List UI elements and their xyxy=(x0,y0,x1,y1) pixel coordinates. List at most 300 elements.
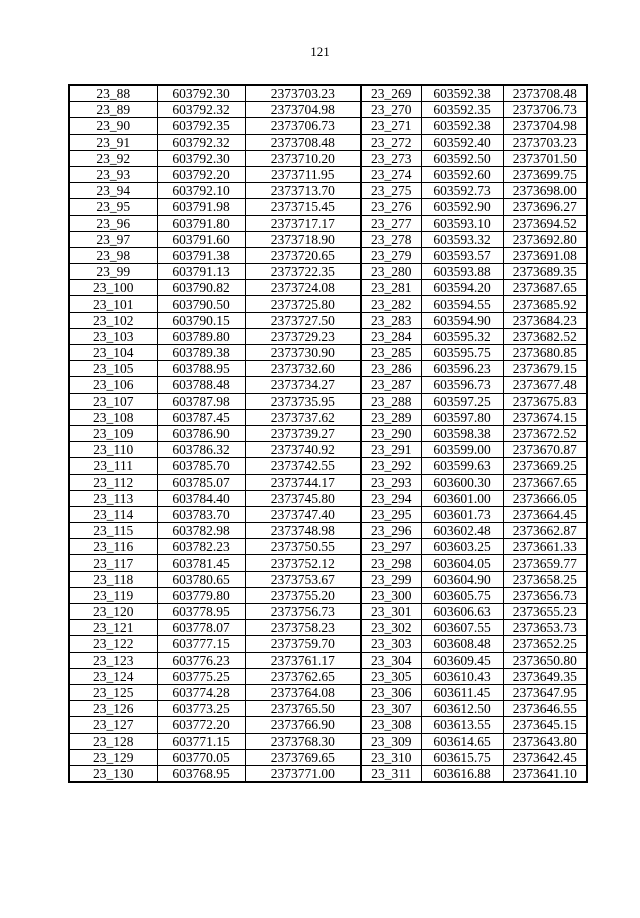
table-row xyxy=(69,458,587,474)
point-id-left-cell: 23_96 xyxy=(69,215,157,231)
point-id-left-cell: 23_103 xyxy=(69,328,157,344)
x-coord-left-cell: 603792.20 xyxy=(157,166,245,182)
point-id-left-cell: 23_94 xyxy=(69,183,157,199)
x-coord-left-cell: 603790.50 xyxy=(157,296,245,312)
y-coord-left-cell: 2373759.70 xyxy=(245,636,361,652)
table-row xyxy=(69,425,587,441)
y-coord-right-cell: 2373658.25 xyxy=(503,571,587,587)
y-coord-right-cell: 2373666.05 xyxy=(503,490,587,506)
point-id-right-cell: 23_273 xyxy=(361,150,421,166)
y-coord-right-cell: 2373692.80 xyxy=(503,231,587,247)
table-row xyxy=(69,280,587,296)
point-id-left-cell: 23_114 xyxy=(69,506,157,522)
table-row xyxy=(69,102,587,118)
y-coord-left-cell: 2373724.08 xyxy=(245,280,361,296)
point-id-right-cell: 23_298 xyxy=(361,555,421,571)
point-id-right-cell: 23_311 xyxy=(361,765,421,782)
x-coord-left-cell: 603785.07 xyxy=(157,474,245,490)
point-id-left-cell: 23_97 xyxy=(69,231,157,247)
table-row xyxy=(69,701,587,717)
x-coord-left-cell: 603792.30 xyxy=(157,150,245,166)
table-row xyxy=(69,361,587,377)
x-coord-right-cell: 603596.23 xyxy=(421,361,503,377)
x-coord-right-cell: 603592.90 xyxy=(421,199,503,215)
y-coord-left-cell: 2373764.08 xyxy=(245,684,361,700)
x-coord-left-cell: 603774.28 xyxy=(157,684,245,700)
table-row xyxy=(69,199,587,215)
y-coord-left-cell: 2373711.95 xyxy=(245,166,361,182)
point-id-right-cell: 23_294 xyxy=(361,490,421,506)
point-id-right-cell: 23_282 xyxy=(361,296,421,312)
x-coord-right-cell: 603597.25 xyxy=(421,393,503,409)
x-coord-right-cell: 603592.38 xyxy=(421,85,503,102)
y-coord-left-cell: 2373742.55 xyxy=(245,458,361,474)
y-coord-left-cell: 2373725.80 xyxy=(245,296,361,312)
x-coord-left-cell: 603791.60 xyxy=(157,231,245,247)
x-coord-right-cell: 603593.88 xyxy=(421,264,503,280)
point-id-right-cell: 23_299 xyxy=(361,571,421,587)
point-id-right-cell: 23_309 xyxy=(361,733,421,749)
y-coord-right-cell: 2373674.15 xyxy=(503,409,587,425)
table-row xyxy=(69,555,587,571)
x-coord-left-cell: 603776.23 xyxy=(157,652,245,668)
point-id-left-cell: 23_99 xyxy=(69,264,157,280)
x-coord-right-cell: 603601.73 xyxy=(421,506,503,522)
table-row xyxy=(69,620,587,636)
table-row xyxy=(69,604,587,620)
x-coord-right-cell: 603607.55 xyxy=(421,620,503,636)
table-row xyxy=(69,377,587,393)
point-id-left-cell: 23_92 xyxy=(69,150,157,166)
y-coord-left-cell: 2373729.23 xyxy=(245,328,361,344)
y-coord-left-cell: 2373713.70 xyxy=(245,183,361,199)
x-coord-left-cell: 603792.10 xyxy=(157,183,245,199)
point-id-left-cell: 23_119 xyxy=(69,587,157,603)
y-coord-right-cell: 2373675.83 xyxy=(503,393,587,409)
table-row xyxy=(69,296,587,312)
y-coord-right-cell: 2373703.23 xyxy=(503,134,587,150)
point-id-left-cell: 23_104 xyxy=(69,345,157,361)
y-coord-right-cell: 2373647.95 xyxy=(503,684,587,700)
y-coord-right-cell: 2373646.55 xyxy=(503,701,587,717)
point-id-left-cell: 23_98 xyxy=(69,247,157,263)
y-coord-right-cell: 2373682.52 xyxy=(503,328,587,344)
point-id-right-cell: 23_271 xyxy=(361,118,421,134)
x-coord-right-cell: 603596.73 xyxy=(421,377,503,393)
table-row xyxy=(69,328,587,344)
y-coord-right-cell: 2373694.52 xyxy=(503,215,587,231)
table-row xyxy=(69,668,587,684)
y-coord-right-cell: 2373696.27 xyxy=(503,199,587,215)
x-coord-left-cell: 603784.40 xyxy=(157,490,245,506)
x-coord-left-cell: 603790.15 xyxy=(157,312,245,328)
point-id-left-cell: 23_91 xyxy=(69,134,157,150)
x-coord-right-cell: 603594.55 xyxy=(421,296,503,312)
x-coord-left-cell: 603778.07 xyxy=(157,620,245,636)
table-row xyxy=(69,231,587,247)
point-id-left-cell: 23_125 xyxy=(69,684,157,700)
table-row xyxy=(69,523,587,539)
coordinates-table-body xyxy=(69,85,587,782)
x-coord-left-cell: 603786.90 xyxy=(157,425,245,441)
y-coord-right-cell: 2373687.65 xyxy=(503,280,587,296)
x-coord-left-cell: 603771.15 xyxy=(157,733,245,749)
point-id-left-cell: 23_129 xyxy=(69,749,157,765)
y-coord-right-cell: 2373649.35 xyxy=(503,668,587,684)
y-coord-right-cell: 2373689.35 xyxy=(503,264,587,280)
y-coord-left-cell: 2373768.30 xyxy=(245,733,361,749)
point-id-left-cell: 23_113 xyxy=(69,490,157,506)
table-row xyxy=(69,166,587,182)
y-coord-left-cell: 2373758.23 xyxy=(245,620,361,636)
y-coord-right-cell: 2373650.80 xyxy=(503,652,587,668)
y-coord-left-cell: 2373715.45 xyxy=(245,199,361,215)
y-coord-right-cell: 2373669.25 xyxy=(503,458,587,474)
x-coord-left-cell: 603782.98 xyxy=(157,523,245,539)
table-row xyxy=(69,85,587,102)
table-row xyxy=(69,183,587,199)
table-row xyxy=(69,733,587,749)
table-row xyxy=(69,571,587,587)
table-row xyxy=(69,765,587,782)
x-coord-left-cell: 603783.70 xyxy=(157,506,245,522)
x-coord-left-cell: 603775.25 xyxy=(157,668,245,684)
point-id-right-cell: 23_284 xyxy=(361,328,421,344)
x-coord-right-cell: 603592.38 xyxy=(421,118,503,134)
point-id-left-cell: 23_110 xyxy=(69,442,157,458)
x-coord-left-cell: 603772.20 xyxy=(157,717,245,733)
x-coord-right-cell: 603592.40 xyxy=(421,134,503,150)
point-id-right-cell: 23_280 xyxy=(361,264,421,280)
y-coord-right-cell: 2373685.92 xyxy=(503,296,587,312)
page-number: 121 xyxy=(310,44,330,59)
point-id-left-cell: 23_106 xyxy=(69,377,157,393)
y-coord-left-cell: 2373752.12 xyxy=(245,555,361,571)
x-coord-left-cell: 603792.32 xyxy=(157,102,245,118)
point-id-left-cell: 23_115 xyxy=(69,523,157,539)
x-coord-right-cell: 603593.32 xyxy=(421,231,503,247)
y-coord-left-cell: 2373706.73 xyxy=(245,118,361,134)
table-row xyxy=(69,717,587,733)
y-coord-left-cell: 2373769.65 xyxy=(245,749,361,765)
point-id-right-cell: 23_277 xyxy=(361,215,421,231)
point-id-right-cell: 23_308 xyxy=(361,717,421,733)
table-row xyxy=(69,490,587,506)
point-id-left-cell: 23_118 xyxy=(69,571,157,587)
point-id-right-cell: 23_292 xyxy=(361,458,421,474)
y-coord-left-cell: 2373730.90 xyxy=(245,345,361,361)
x-coord-right-cell: 603595.75 xyxy=(421,345,503,361)
point-id-left-cell: 23_128 xyxy=(69,733,157,749)
x-coord-left-cell: 603788.48 xyxy=(157,377,245,393)
y-coord-right-cell: 2373656.73 xyxy=(503,587,587,603)
y-coord-right-cell: 2373662.87 xyxy=(503,523,587,539)
table-row xyxy=(69,652,587,668)
y-coord-left-cell: 2373722.35 xyxy=(245,264,361,280)
table-row xyxy=(69,118,587,134)
point-id-right-cell: 23_272 xyxy=(361,134,421,150)
y-coord-left-cell: 2373732.60 xyxy=(245,361,361,377)
y-coord-left-cell: 2373737.62 xyxy=(245,409,361,425)
x-coord-right-cell: 603608.48 xyxy=(421,636,503,652)
point-id-left-cell: 23_88 xyxy=(69,85,157,102)
table-row xyxy=(69,539,587,555)
x-coord-left-cell: 603791.98 xyxy=(157,199,245,215)
table-row xyxy=(69,684,587,700)
point-id-left-cell: 23_126 xyxy=(69,701,157,717)
point-id-right-cell: 23_297 xyxy=(361,539,421,555)
y-coord-left-cell: 2373753.67 xyxy=(245,571,361,587)
y-coord-left-cell: 2373748.98 xyxy=(245,523,361,539)
y-coord-left-cell: 2373765.50 xyxy=(245,701,361,717)
x-coord-right-cell: 603602.48 xyxy=(421,523,503,539)
y-coord-right-cell: 2373659.77 xyxy=(503,555,587,571)
x-coord-right-cell: 603612.50 xyxy=(421,701,503,717)
x-coord-right-cell: 603604.05 xyxy=(421,555,503,571)
point-id-left-cell: 23_95 xyxy=(69,199,157,215)
table-row xyxy=(69,215,587,231)
x-coord-left-cell: 603770.05 xyxy=(157,749,245,765)
x-coord-left-cell: 603779.80 xyxy=(157,587,245,603)
x-coord-left-cell: 603791.38 xyxy=(157,247,245,263)
y-coord-left-cell: 2373740.92 xyxy=(245,442,361,458)
y-coord-left-cell: 2373766.90 xyxy=(245,717,361,733)
x-coord-right-cell: 603610.43 xyxy=(421,668,503,684)
x-coord-right-cell: 603594.20 xyxy=(421,280,503,296)
point-id-left-cell: 23_111 xyxy=(69,458,157,474)
x-coord-left-cell: 603792.32 xyxy=(157,134,245,150)
x-coord-right-cell: 603615.75 xyxy=(421,749,503,765)
y-coord-left-cell: 2373703.23 xyxy=(245,85,361,102)
point-id-right-cell: 23_281 xyxy=(361,280,421,296)
y-coord-left-cell: 2373745.80 xyxy=(245,490,361,506)
x-coord-left-cell: 603788.95 xyxy=(157,361,245,377)
point-id-left-cell: 23_101 xyxy=(69,296,157,312)
point-id-right-cell: 23_287 xyxy=(361,377,421,393)
x-coord-right-cell: 603598.38 xyxy=(421,425,503,441)
y-coord-right-cell: 2373667.65 xyxy=(503,474,587,490)
x-coord-right-cell: 603616.88 xyxy=(421,765,503,782)
point-id-right-cell: 23_301 xyxy=(361,604,421,620)
y-coord-right-cell: 2373653.73 xyxy=(503,620,587,636)
x-coord-right-cell: 603614.65 xyxy=(421,733,503,749)
x-coord-left-cell: 603773.25 xyxy=(157,701,245,717)
point-id-right-cell: 23_278 xyxy=(361,231,421,247)
point-id-right-cell: 23_295 xyxy=(361,506,421,522)
point-id-right-cell: 23_286 xyxy=(361,361,421,377)
y-coord-left-cell: 2373756.73 xyxy=(245,604,361,620)
point-id-left-cell: 23_124 xyxy=(69,668,157,684)
x-coord-left-cell: 603790.82 xyxy=(157,280,245,296)
table-row xyxy=(69,264,587,280)
y-coord-right-cell: 2373672.52 xyxy=(503,425,587,441)
table-row xyxy=(69,247,587,263)
y-coord-right-cell: 2373679.15 xyxy=(503,361,587,377)
table-row xyxy=(69,636,587,652)
table-row xyxy=(69,442,587,458)
point-id-left-cell: 23_122 xyxy=(69,636,157,652)
y-coord-left-cell: 2373750.55 xyxy=(245,539,361,555)
y-coord-left-cell: 2373735.95 xyxy=(245,393,361,409)
y-coord-right-cell: 2373664.45 xyxy=(503,506,587,522)
x-coord-left-cell: 603780.65 xyxy=(157,571,245,587)
point-id-left-cell: 23_105 xyxy=(69,361,157,377)
y-coord-left-cell: 2373761.17 xyxy=(245,652,361,668)
x-coord-right-cell: 603599.63 xyxy=(421,458,503,474)
point-id-right-cell: 23_305 xyxy=(361,668,421,684)
x-coord-left-cell: 603791.80 xyxy=(157,215,245,231)
x-coord-left-cell: 603785.70 xyxy=(157,458,245,474)
y-coord-right-cell: 2373680.85 xyxy=(503,345,587,361)
x-coord-left-cell: 603787.45 xyxy=(157,409,245,425)
y-coord-left-cell: 2373739.27 xyxy=(245,425,361,441)
point-id-right-cell: 23_306 xyxy=(361,684,421,700)
y-coord-right-cell: 2373652.25 xyxy=(503,636,587,652)
point-id-right-cell: 23_275 xyxy=(361,183,421,199)
x-coord-left-cell: 603792.30 xyxy=(157,85,245,102)
point-id-left-cell: 23_123 xyxy=(69,652,157,668)
x-coord-left-cell: 603781.45 xyxy=(157,555,245,571)
x-coord-right-cell: 603593.57 xyxy=(421,247,503,263)
table-row xyxy=(69,312,587,328)
point-id-left-cell: 23_116 xyxy=(69,539,157,555)
point-id-right-cell: 23_293 xyxy=(361,474,421,490)
x-coord-left-cell: 603768.95 xyxy=(157,765,245,782)
table-row xyxy=(69,587,587,603)
point-id-left-cell: 23_127 xyxy=(69,717,157,733)
point-id-left-cell: 23_93 xyxy=(69,166,157,182)
y-coord-right-cell: 2373655.23 xyxy=(503,604,587,620)
point-id-left-cell: 23_121 xyxy=(69,620,157,636)
point-id-left-cell: 23_112 xyxy=(69,474,157,490)
y-coord-right-cell: 2373698.00 xyxy=(503,183,587,199)
point-id-left-cell: 23_117 xyxy=(69,555,157,571)
point-id-left-cell: 23_107 xyxy=(69,393,157,409)
x-coord-left-cell: 603789.80 xyxy=(157,328,245,344)
point-id-right-cell: 23_304 xyxy=(361,652,421,668)
point-id-right-cell: 23_276 xyxy=(361,199,421,215)
x-coord-right-cell: 603603.25 xyxy=(421,539,503,555)
table-row xyxy=(69,345,587,361)
table-row xyxy=(69,134,587,150)
point-id-right-cell: 23_283 xyxy=(361,312,421,328)
y-coord-right-cell: 2373670.87 xyxy=(503,442,587,458)
table-row xyxy=(69,393,587,409)
y-coord-left-cell: 2373747.40 xyxy=(245,506,361,522)
x-coord-right-cell: 603594.90 xyxy=(421,312,503,328)
point-id-right-cell: 23_288 xyxy=(361,393,421,409)
y-coord-right-cell: 2373642.45 xyxy=(503,749,587,765)
x-coord-left-cell: 603786.32 xyxy=(157,442,245,458)
y-coord-left-cell: 2373720.65 xyxy=(245,247,361,263)
y-coord-right-cell: 2373684.23 xyxy=(503,312,587,328)
y-coord-right-cell: 2373643.80 xyxy=(503,733,587,749)
y-coord-left-cell: 2373727.50 xyxy=(245,312,361,328)
x-coord-right-cell: 603592.73 xyxy=(421,183,503,199)
y-coord-right-cell: 2373641.10 xyxy=(503,765,587,782)
y-coord-right-cell: 2373706.73 xyxy=(503,102,587,118)
x-coord-left-cell: 603791.13 xyxy=(157,264,245,280)
y-coord-right-cell: 2373699.75 xyxy=(503,166,587,182)
point-id-left-cell: 23_89 xyxy=(69,102,157,118)
point-id-right-cell: 23_307 xyxy=(361,701,421,717)
y-coord-left-cell: 2373771.00 xyxy=(245,765,361,782)
y-coord-left-cell: 2373718.90 xyxy=(245,231,361,247)
x-coord-right-cell: 603611.45 xyxy=(421,684,503,700)
point-id-left-cell: 23_108 xyxy=(69,409,157,425)
y-coord-left-cell: 2373762.65 xyxy=(245,668,361,684)
point-id-right-cell: 23_300 xyxy=(361,587,421,603)
y-coord-left-cell: 2373744.17 xyxy=(245,474,361,490)
point-id-right-cell: 23_310 xyxy=(361,749,421,765)
point-id-left-cell: 23_100 xyxy=(69,280,157,296)
point-id-right-cell: 23_285 xyxy=(361,345,421,361)
x-coord-right-cell: 603601.00 xyxy=(421,490,503,506)
x-coord-right-cell: 603597.80 xyxy=(421,409,503,425)
point-id-right-cell: 23_289 xyxy=(361,409,421,425)
x-coord-right-cell: 603606.63 xyxy=(421,604,503,620)
y-coord-right-cell: 2373677.48 xyxy=(503,377,587,393)
y-coord-left-cell: 2373734.27 xyxy=(245,377,361,393)
x-coord-left-cell: 603782.23 xyxy=(157,539,245,555)
x-coord-right-cell: 603592.35 xyxy=(421,102,503,118)
x-coord-right-cell: 603605.75 xyxy=(421,587,503,603)
x-coord-left-cell: 603789.38 xyxy=(157,345,245,361)
point-id-right-cell: 23_274 xyxy=(361,166,421,182)
table-row xyxy=(69,749,587,765)
x-coord-right-cell: 603600.30 xyxy=(421,474,503,490)
point-id-right-cell: 23_303 xyxy=(361,636,421,652)
x-coord-right-cell: 603613.55 xyxy=(421,717,503,733)
y-coord-right-cell: 2373691.08 xyxy=(503,247,587,263)
point-id-right-cell: 23_296 xyxy=(361,523,421,539)
point-id-left-cell: 23_90 xyxy=(69,118,157,134)
y-coord-left-cell: 2373717.17 xyxy=(245,215,361,231)
table-row xyxy=(69,150,587,166)
point-id-left-cell: 23_102 xyxy=(69,312,157,328)
point-id-left-cell: 23_120 xyxy=(69,604,157,620)
table-row xyxy=(69,506,587,522)
x-coord-right-cell: 603609.45 xyxy=(421,652,503,668)
x-coord-left-cell: 603778.95 xyxy=(157,604,245,620)
point-id-left-cell: 23_130 xyxy=(69,765,157,782)
y-coord-left-cell: 2373704.98 xyxy=(245,102,361,118)
table-row xyxy=(69,474,587,490)
x-coord-right-cell: 603593.10 xyxy=(421,215,503,231)
y-coord-right-cell: 2373701.50 xyxy=(503,150,587,166)
point-id-right-cell: 23_269 xyxy=(361,85,421,102)
y-coord-left-cell: 2373708.48 xyxy=(245,134,361,150)
x-coord-right-cell: 603599.00 xyxy=(421,442,503,458)
x-coord-left-cell: 603787.98 xyxy=(157,393,245,409)
point-id-right-cell: 23_270 xyxy=(361,102,421,118)
y-coord-left-cell: 2373710.20 xyxy=(245,150,361,166)
y-coord-right-cell: 2373704.98 xyxy=(503,118,587,134)
y-coord-right-cell: 2373708.48 xyxy=(503,85,587,102)
point-id-right-cell: 23_291 xyxy=(361,442,421,458)
x-coord-right-cell: 603592.60 xyxy=(421,166,503,182)
y-coord-left-cell: 2373755.20 xyxy=(245,587,361,603)
x-coord-right-cell: 603595.32 xyxy=(421,328,503,344)
coordinates-table xyxy=(68,84,588,783)
x-coord-right-cell: 603604.90 xyxy=(421,571,503,587)
point-id-right-cell: 23_279 xyxy=(361,247,421,263)
point-id-left-cell: 23_109 xyxy=(69,425,157,441)
table-row xyxy=(69,409,587,425)
point-id-right-cell: 23_290 xyxy=(361,425,421,441)
point-id-right-cell: 23_302 xyxy=(361,620,421,636)
x-coord-left-cell: 603777.15 xyxy=(157,636,245,652)
